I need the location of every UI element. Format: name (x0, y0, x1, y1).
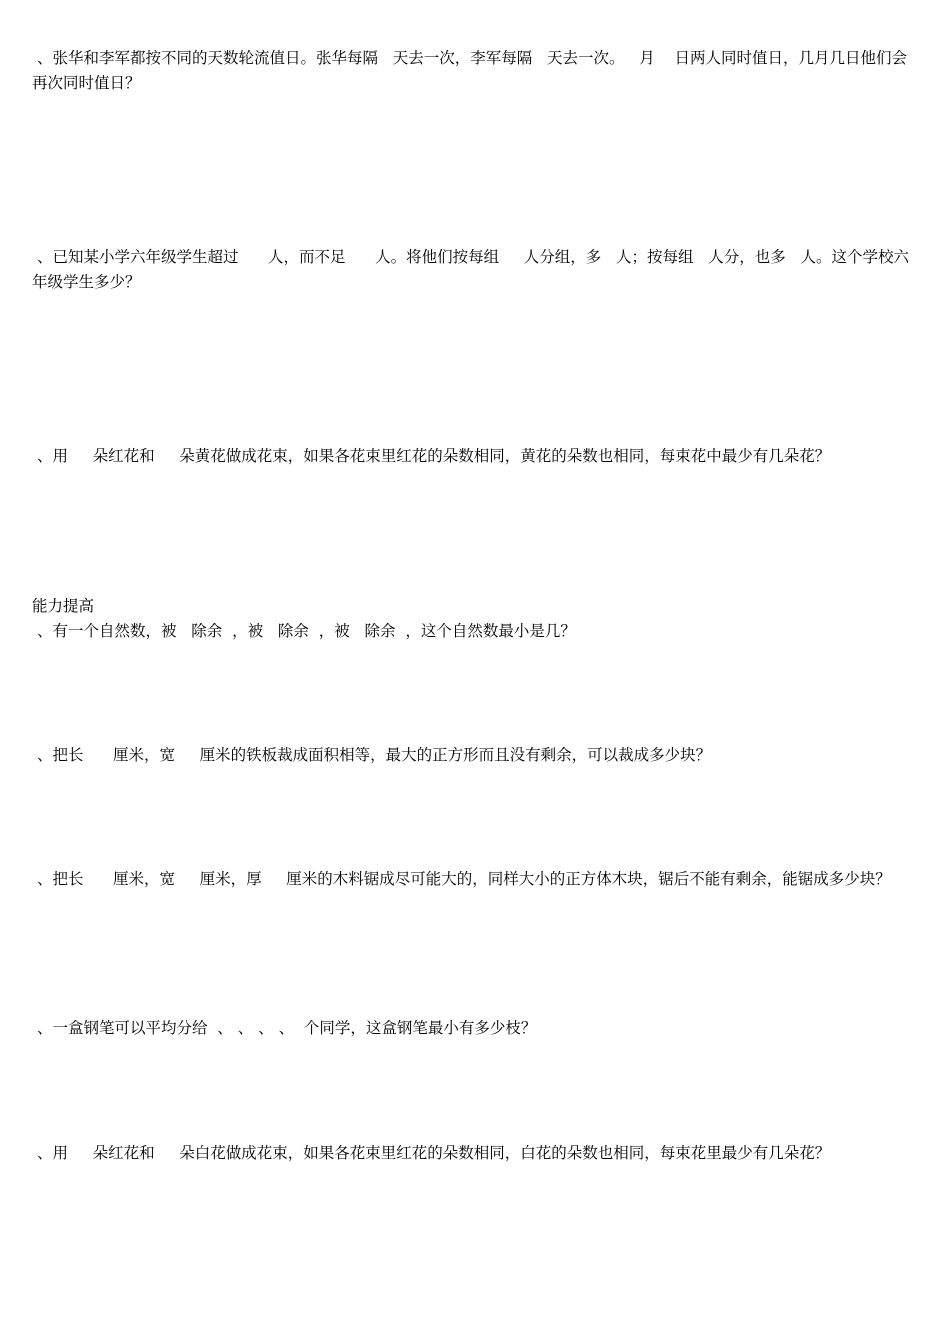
question-5: 、把长 厘米，宽 厘米的铁板裁成面积相等，最大的正方形而且没有剩余，可以裁成多少块？ (32, 746, 712, 764)
question-6: 、把长 厘米，宽 厘米，厚 厘米的木料锯成尽可能大的，同样大小的正方体木块，锯后不能有剩余，能锯成多少块？ (32, 870, 891, 888)
question-3: 、用 朵红花和 朵黄花做成花束，如果各花束里红花的朵数相同，黄花的朵数也相同，每束花中最少有几朵花？ (32, 447, 831, 465)
question-8: 、用 朵红花和 朵白花做成花束，如果各花束里红花的朵数相同，白花的朵数也相同，每束花里最少有几朵花？ (32, 1144, 831, 1162)
question-2: 、已知某小学六年级学生超过 人，而不足 人。将他们按每组 人分组，多 人；按每组 人分，也多 人。这个学校六年级学生多少？ (32, 248, 910, 291)
question-7: 、一盒钢笔可以平均分给 、 、 、 、 个同学，这盒钢笔最小有多少枝？ (32, 1019, 537, 1037)
question-4: 、有一个自然数，被 除余 ，被 除余 ，被 除余 ，这个自然数最小是几？ (32, 622, 576, 640)
question-1: 、张华和李军都按不同的天数轮流值日。张华每隔 天去一次，李军每隔 天去一次。 月 日两人同时值日，几月几日他们会再次同时值日？ (32, 49, 907, 92)
section-heading: 能力提高 (32, 597, 95, 615)
